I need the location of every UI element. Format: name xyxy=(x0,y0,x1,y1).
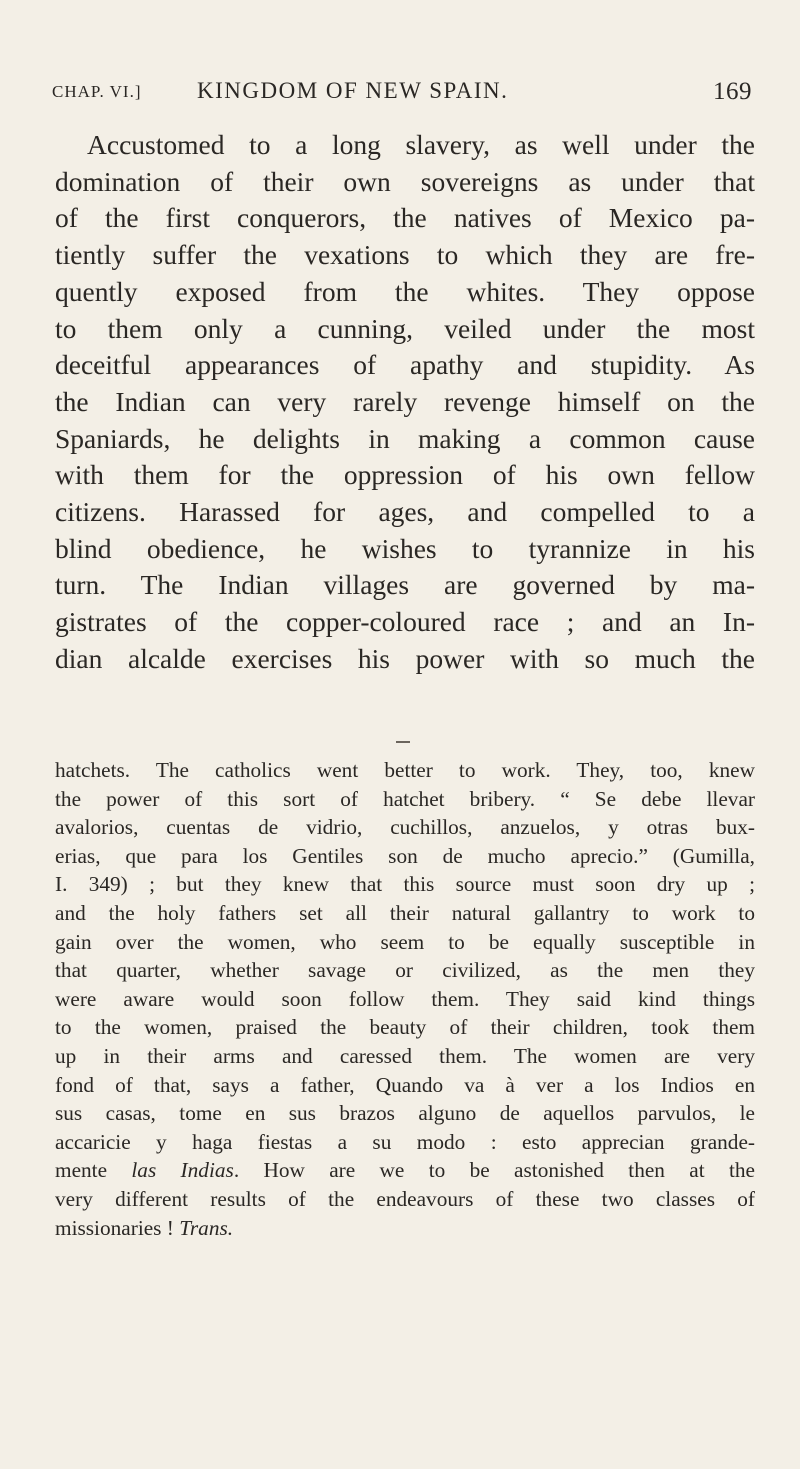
footnote-line: missionaries ! Trans. xyxy=(55,1215,234,1240)
footnote-line: hatchets. The catholics went better to work. They, too, knew xyxy=(55,758,755,782)
footnote-line: avalorios, cuentas de vidrio, cuchillos, anzuelos, y otras bux- xyxy=(55,815,755,840)
text-line: dian alcalde exercises his power with so much the xyxy=(55,642,755,674)
text-line: gistrates of the copper-coloured race ; and an In- xyxy=(55,606,755,638)
footnote-line: sus casas, tome en sus brazos alguno de aquellos parvulos, le xyxy=(55,1101,755,1126)
footnote-line: very different results of the endeavours of these two classes of xyxy=(55,1186,755,1211)
text-line: blind obedience, he wishes to tyrannize in his xyxy=(55,532,755,564)
footnote-line: fond of that, says a father, Quando va à ver a los Indios en xyxy=(55,1072,755,1097)
footnote-line: accaricie y haga fiestas a su modo : esto apprecian grande- xyxy=(55,1129,755,1154)
text-line: to them only a cunning, veiled under the most xyxy=(55,312,755,344)
chapter-label: CHAP. VI.] xyxy=(52,82,142,101)
text-line: Accustomed to a long slavery, as well under the xyxy=(87,129,755,160)
footnote-line: were aware would soon follow them. They said kind things xyxy=(55,986,755,1011)
text-line: of the first conquerors, the natives of Mexico pa- xyxy=(55,202,755,234)
text-line: turn. The Indian villages are governed by ma- xyxy=(55,569,755,601)
italic-text: las Indias xyxy=(131,1158,234,1183)
text-line: the Indian can very rarely revenge himself on the xyxy=(55,385,755,417)
footnote-line: erias, que para los Gentiles son de mucho aprecio.” (Gumilla, xyxy=(55,843,755,868)
page-header-title: KINGDOM OF NEW SPAIN. xyxy=(197,78,509,103)
footnote-line: to the women, praised the beauty of their children, took them xyxy=(55,1015,755,1040)
footnote-line: that quarter, whether savage or civilized, as the men they xyxy=(55,958,755,983)
text-line: tiently suffer the vexations to which they are fre- xyxy=(55,239,755,271)
footnote-line: up in their arms and caressed them. The women are very xyxy=(55,1043,755,1068)
footnote-separator xyxy=(396,741,410,743)
italic-text: Trans. xyxy=(179,1215,234,1240)
footnote xyxy=(55,756,755,1242)
footnote-line: mente las Indias. How are we to be astonished then at the xyxy=(55,1158,755,1183)
text-line: quently exposed from the whites. They oppose xyxy=(55,275,755,307)
footnote-line: I. 349) ; but they knew that this source must soon dry up ; xyxy=(55,872,755,897)
footnote-line: and the holy fathers set all their natural gallantry to work to xyxy=(55,900,755,925)
text-line: deceitful appearances of apathy and stupidity. As xyxy=(55,349,755,381)
main-paragraph xyxy=(55,127,755,678)
text-line: Spaniards, he delights in making a common cause xyxy=(55,422,755,454)
text-line: with them for the oppression of his own fellow xyxy=(55,459,755,491)
text-line: citizens. Harassed for ages, and compelled to a xyxy=(55,496,755,528)
running-head xyxy=(52,78,752,118)
text-line: domination of their own sovereigns as under that xyxy=(55,165,755,197)
footnote-line: gain over the women, who seem to be equally susceptible in xyxy=(55,929,755,954)
page-number: 169 xyxy=(713,78,752,105)
footnote-line: the power of this sort of hatchet bribery. “ Se debe llevar xyxy=(55,786,755,811)
